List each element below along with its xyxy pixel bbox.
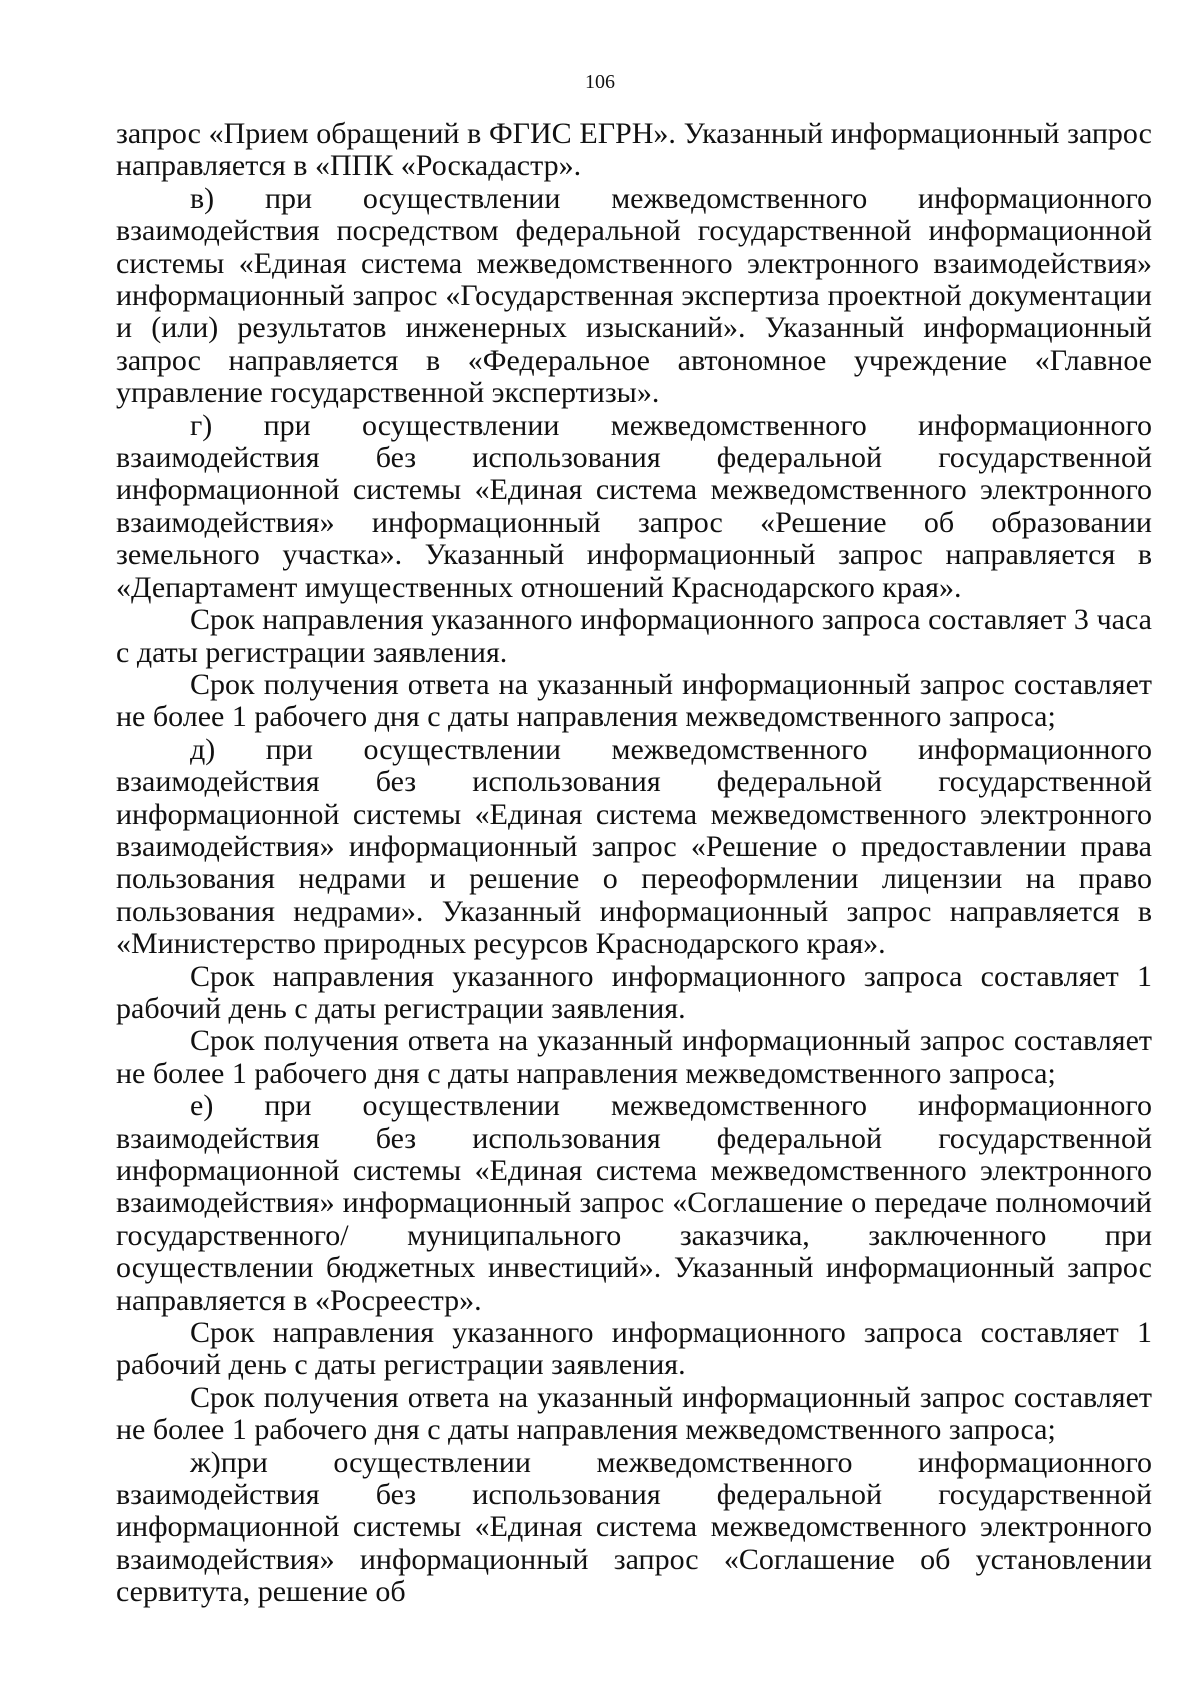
paragraph-response-deadline: Срок получения ответа на указанный информационный запрос составляет не более 1 рабочего дня с даты направления межведомственного запроса; — [116, 1024, 1152, 1090]
paragraph-request-deadline: Срок направления указанного информационного запроса составляет 1 рабочий день с даты регистрации заявления. — [116, 1316, 1152, 1382]
paragraph-response-deadline: Срок получения ответа на указанный информационный запрос составляет не более 1 рабочего дня с даты направления межведомственного запроса; — [116, 667, 1152, 734]
paragraph-item-g: г) при осуществлении межведомственного информационного взаимодействия без использования федеральной государственной информационной системы «Единая система межведомственного электронного взаимодействия» информационный запрос «Решение об образовании земельного участка». Указанный информационный запрос направляется в «Департамент имущественных отношений Краснодарского края». — [116, 408, 1152, 604]
page-number: 106 — [585, 71, 615, 93]
paragraph-item-e: е) при осуществлении межведомственного информационного взаимодействия без использования федеральной государственной информационной системы «Единая система межведомственного электронного взаимодействия» информационный запрос «Соглашение о передаче полномочий государственного/ муниципального заказчика, заключенного при осуществлении бюджетных инвестиций». Указанный информационный запрос направляется в «Росреестр». — [116, 1089, 1152, 1317]
paragraph-request-deadline: Срок направления указанного информационного запроса составляет 3 часа с даты регистрации заявления. — [116, 603, 1152, 669]
paragraph-item-zh: ж)при осуществлении межведомственного информационного взаимодействия без использования федеральной государственной информационной системы «Единая система межведомственного электронного взаимодействия» информационный запрос «Соглашение об установлении сервитута, решение об — [116, 1445, 1152, 1609]
paragraph-item-v: в) при осуществлении межведомственного информационного взаимодействия посредством федеральной государственной информационной системы «Единая система межведомственного электронного взаимодействия» информационный запрос «Государственная экспертиза проектной документации и (или) результатов инженерных изысканий». Указанный информационный запрос направляется в «Федеральное автономное учреждение «Главное управление государственной экспертизы». — [116, 181, 1152, 410]
paragraph-response-deadline: Срок получения ответа на указанный информационный запрос составляет не более 1 рабочего дня с даты направления межведомственного запроса; — [116, 1380, 1152, 1447]
document-body — [116, 118, 1152, 1609]
paragraph-item-d: д) при осуществлении межведомственного информационного взаимодействия без использования федеральной государственной информационной системы «Единая система межведомственного электронного взаимодействия» информационный запрос «Решение о предоставлении права пользования недрами и решение о переоформлении лицензии на право пользования недрами». Указанный информационный запрос направляется в «Министерство природных ресурсов Краснодарского края». — [116, 732, 1152, 961]
paragraph-continuation: запрос «Прием обращений в ФГИС ЕГРН». Указанный информационный запрос направляется в «ППК «Роскадастр». — [116, 117, 1152, 183]
paragraph-request-deadline: Срок направления указанного информационного запроса составляет 1 рабочий день с даты регистрации заявления. — [116, 959, 1152, 1025]
